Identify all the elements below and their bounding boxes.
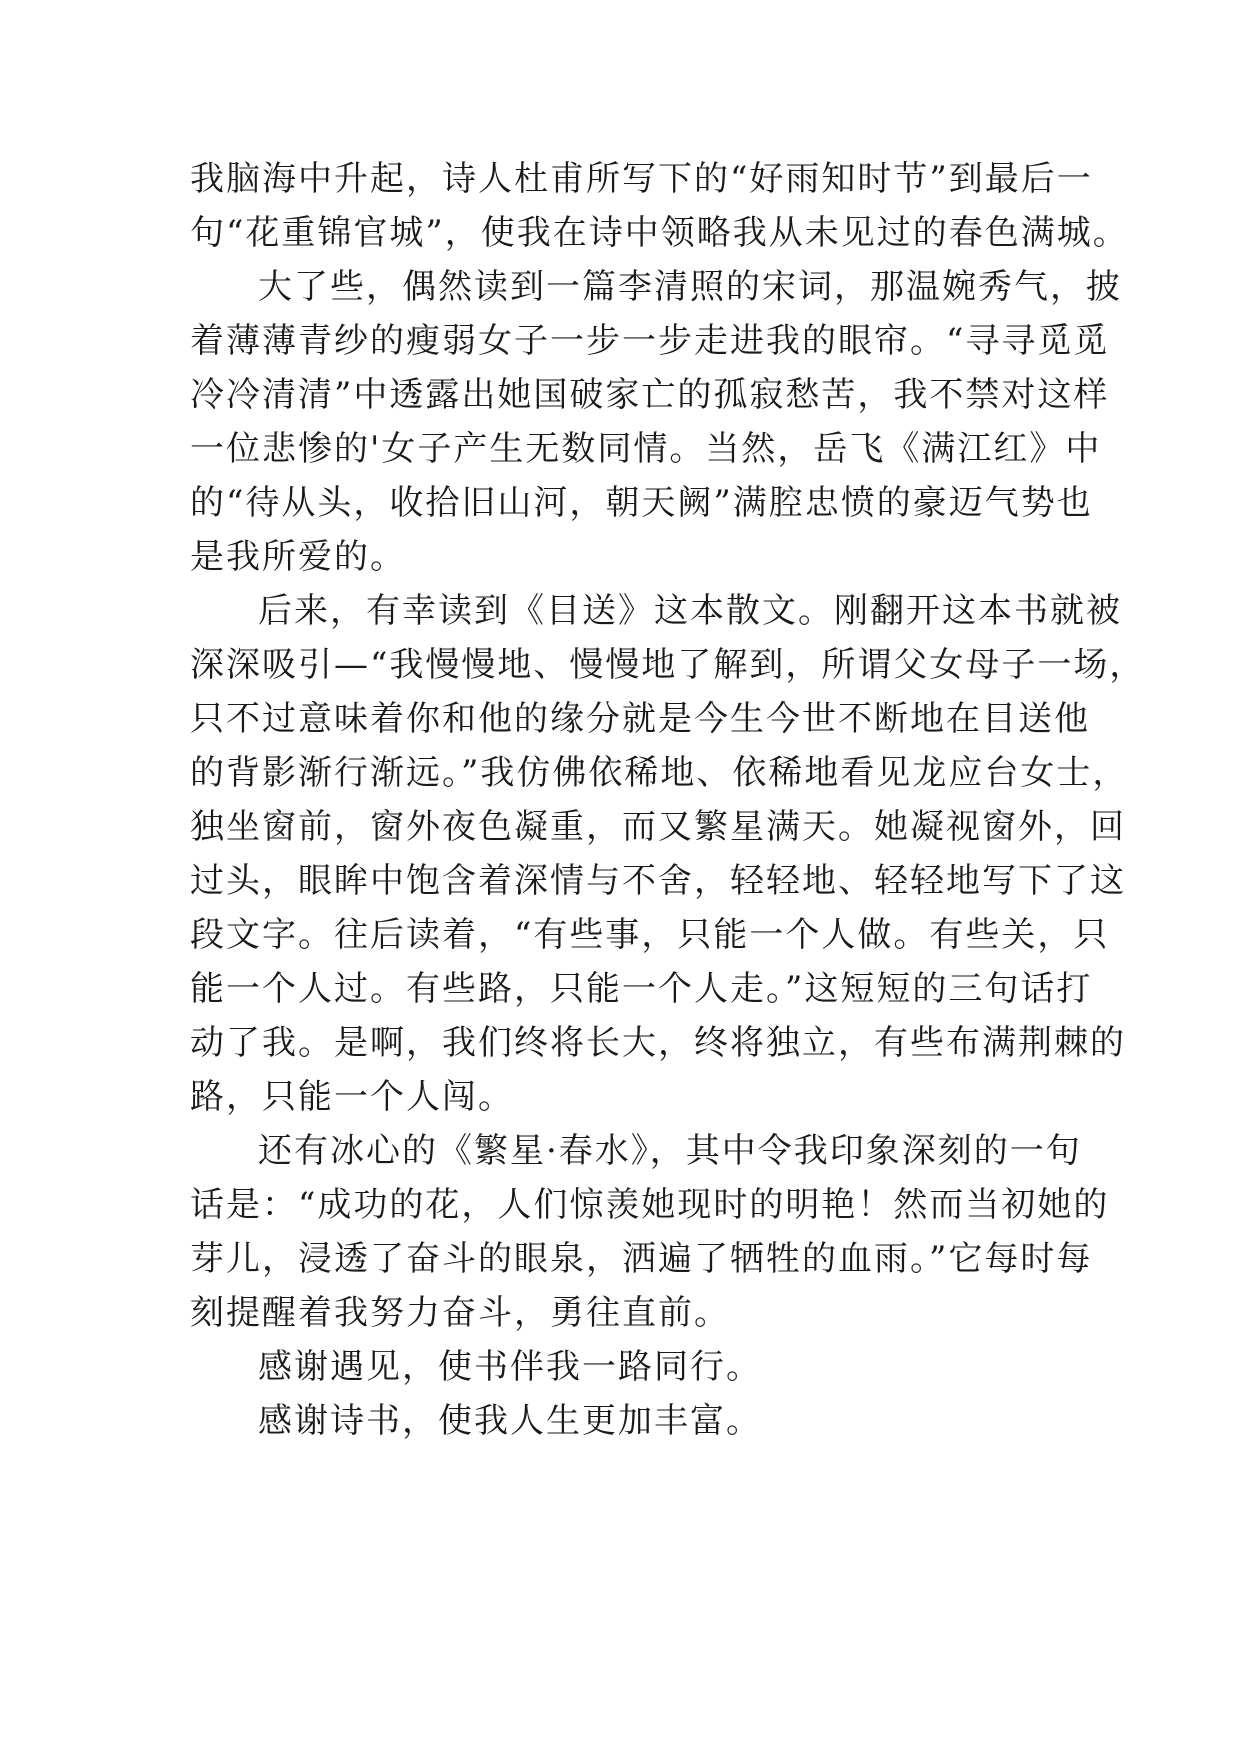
text-line: 一位悲惨的'女子产生无数同情。当然，岳飞《满江红》中 (190, 429, 1102, 469)
body-text (190, 152, 1146, 1448)
text-line: 段文字。往后读着，“有些事，只能一个人做。有些关，只 (190, 915, 1110, 955)
text-line: 冷冷清清”中透露出她国破家亡的孤寂愁苦，我不禁对这样 (190, 375, 1110, 415)
text-line: 深深吸引—“我慢慢地、慢慢地了解到，所谓父女母子一场， (190, 645, 1146, 685)
text-line: 能一个人过。有些路，只能一个人走。”这短短的三句话打 (190, 969, 1093, 1009)
text-line: 句“花重锦官城”，使我在诗中领略我从未见过的春色满城。 (190, 213, 1129, 253)
paragraph (190, 1340, 1090, 1394)
paragraph (190, 1394, 1090, 1448)
text-line: 独坐窗前，窗外夜色凝重，而又繁星满天。她凝视窗外，回 (190, 807, 1126, 847)
text-line: 话是：“成功的花，人们惊羡她现时的明艳！然而当初她的 (190, 1185, 1110, 1225)
text-line: 路，只能一个人闯。 (190, 1077, 514, 1117)
paragraph (190, 1124, 1110, 1340)
text-line: 过头，眼眸中饱含着深情与不舍，轻轻地、轻轻地写下了这 (190, 861, 1126, 901)
text-line: 动了我。是啊，我们终将长大，终将独立，有些布满荆棘的 (190, 1023, 1126, 1063)
text-line: 大了些，偶然读到一篇李清照的宋词，那温婉秀气，披 (258, 267, 1122, 307)
text-line: 着薄薄青纱的瘦弱女子一步一步走进我的眼帘。“寻寻觅觅 (190, 321, 1110, 361)
text-line: 还有冰心的《繁星·春水》，其中令我印象深刻的一句 (258, 1131, 1082, 1171)
text-line: 的背影渐行渐远。”我仿佛依稀地、依稀地看见龙应台女士， (190, 753, 1129, 793)
text-line: 我脑海中升起，诗人杜甫所写下的“好雨知时节”到最后一 (190, 159, 1093, 199)
text-line: 感谢遇见，使书伴我一路同行。 (258, 1347, 762, 1387)
text-line: 感谢诗书，使我人生更加丰富。 (258, 1401, 762, 1441)
text-line: 的“待从头，收拾旧山河，朝天阙”满腔忠愤的豪迈气势也 (190, 483, 1093, 523)
paragraph (190, 260, 1122, 584)
text-line: 是我所爱的。 (190, 537, 406, 577)
paragraph (190, 584, 1146, 1124)
text-line: 后来，有幸读到《目送》这本散文。刚翻开这本书就被 (258, 591, 1122, 631)
text-line: 刻提醒着我努力奋斗，勇往直前。 (190, 1293, 730, 1333)
text-line: 芽儿，浸透了奋斗的眼泉，洒遍了牺牲的血雨。”它每时每 (190, 1239, 1093, 1279)
paragraph (190, 152, 1129, 260)
text-line: 只不过意味着你和他的缘分就是今生今世不断地在目送他 (190, 699, 1090, 739)
